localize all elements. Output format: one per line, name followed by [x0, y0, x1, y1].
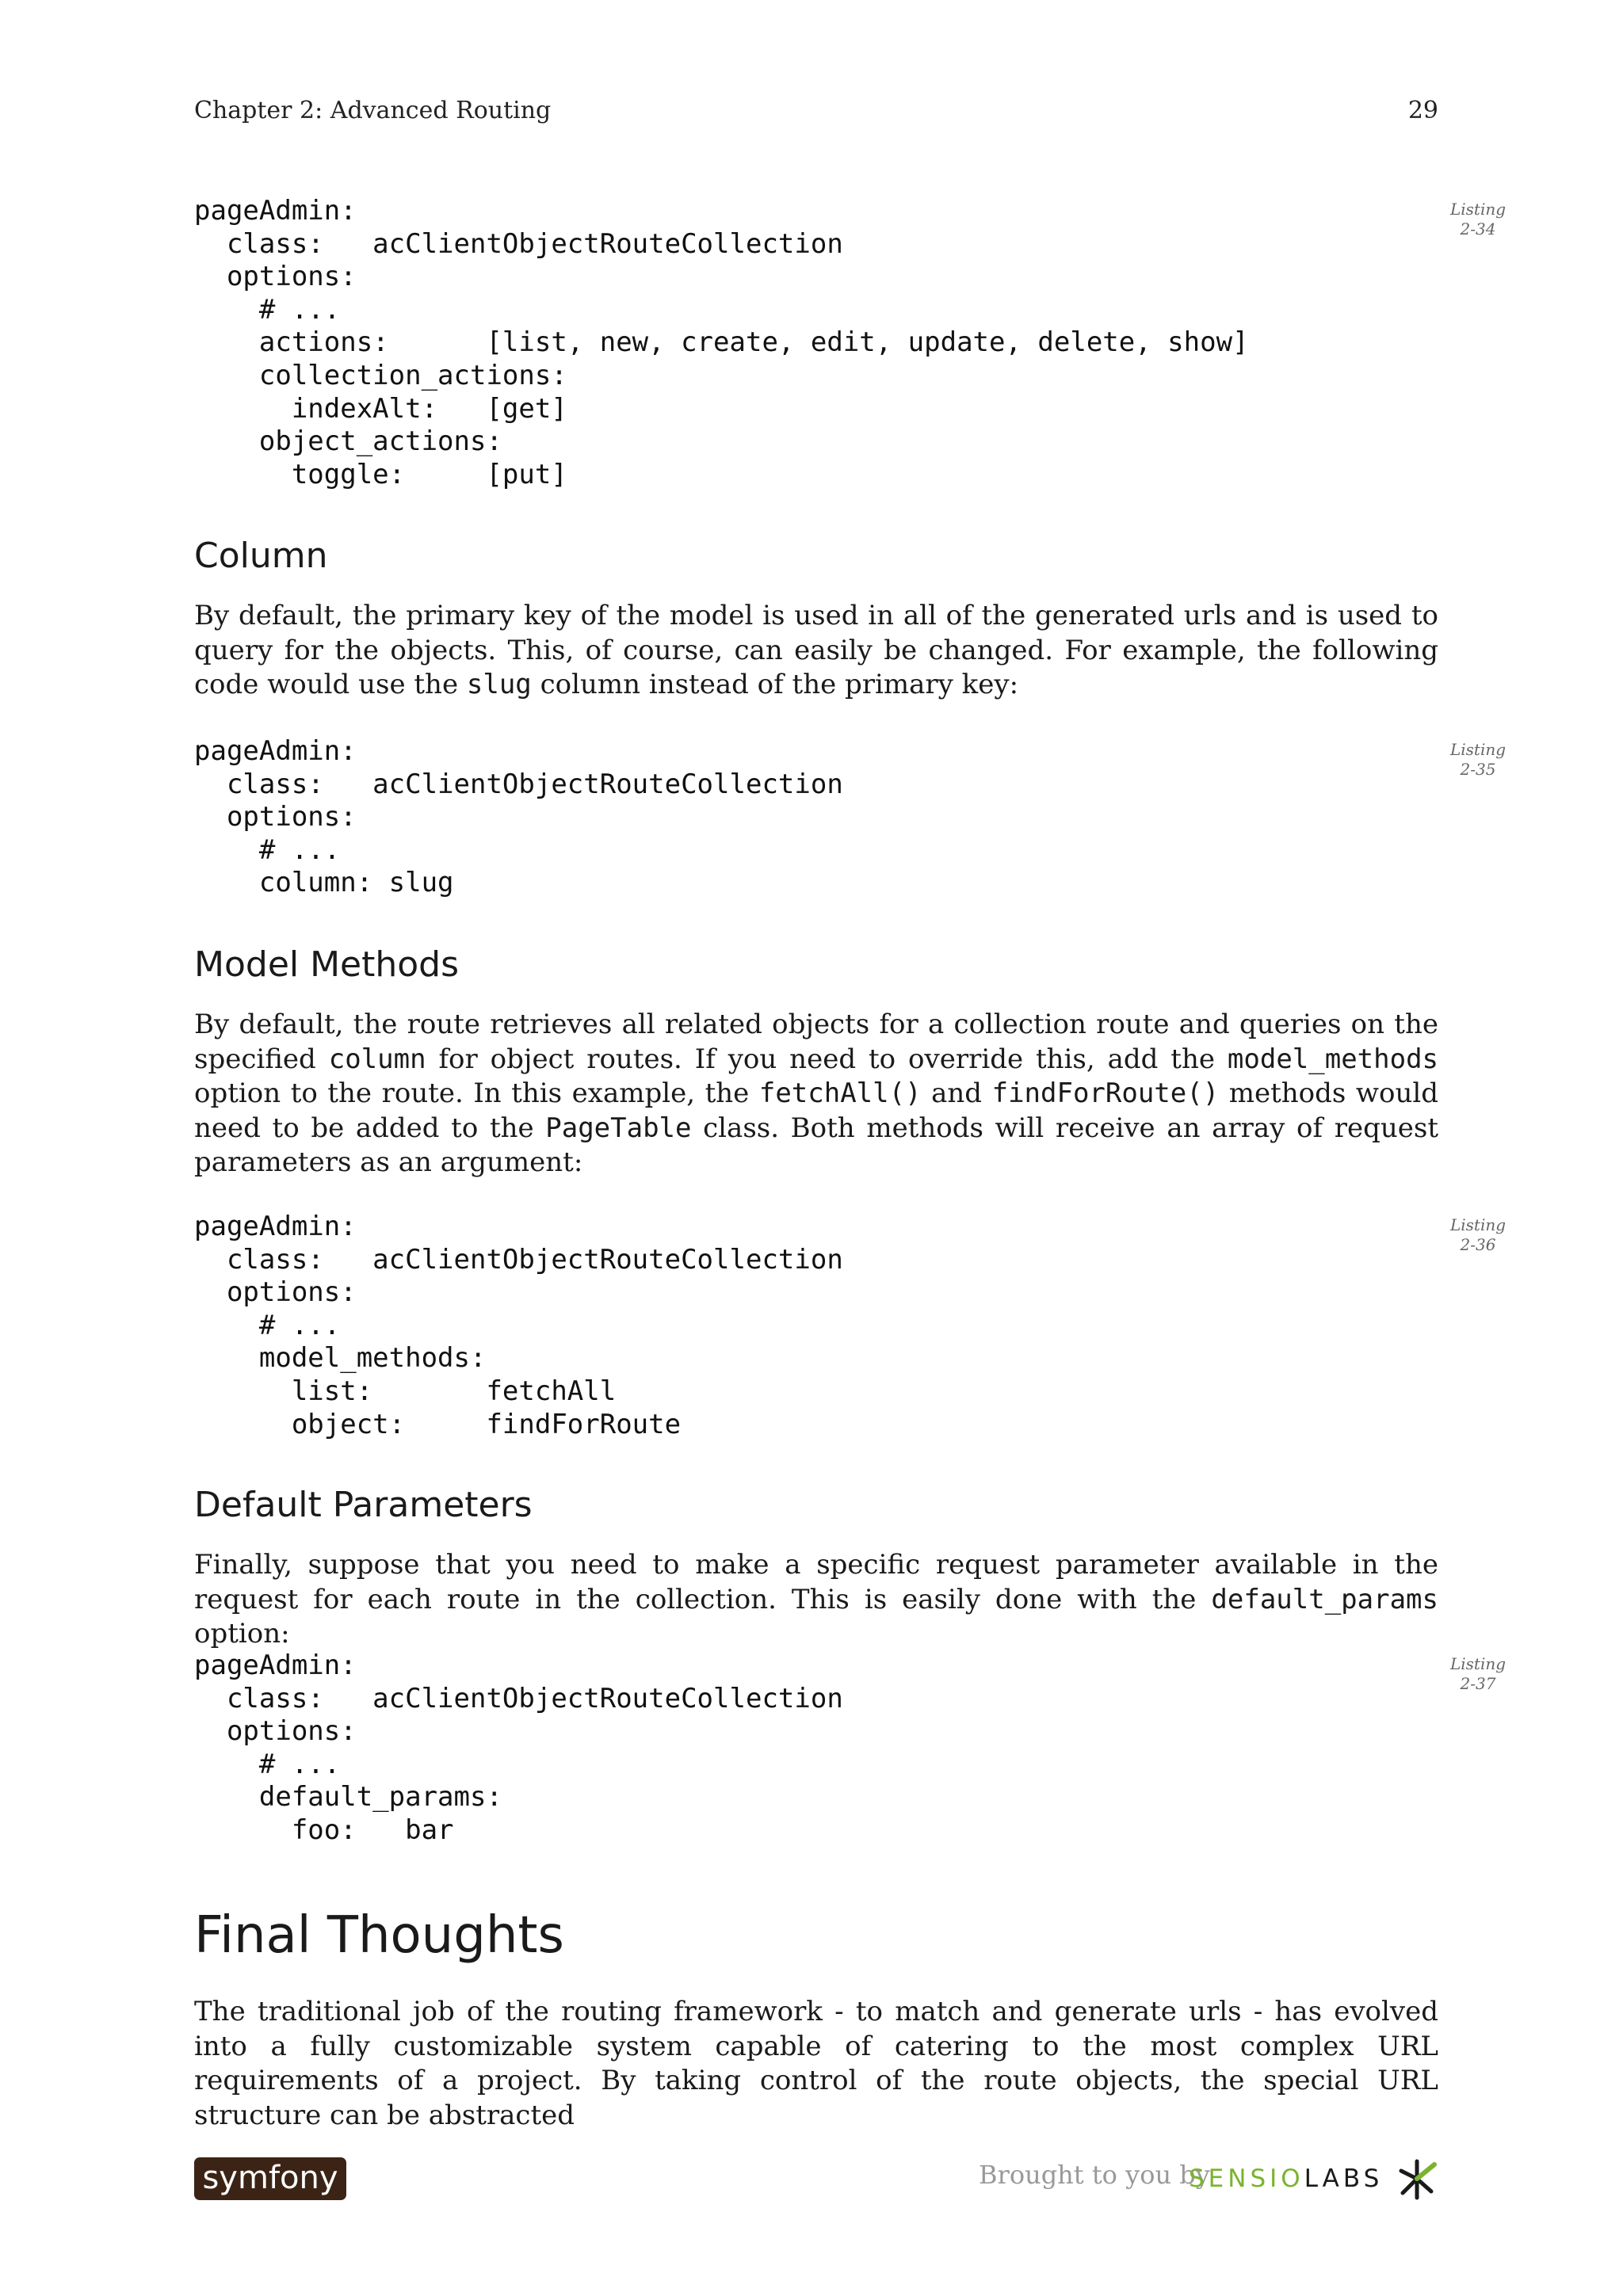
paragraph-default-parameters: [194, 1548, 1438, 1652]
listing-label: [1442, 740, 1514, 780]
text-run: and: [921, 1077, 992, 1109]
text-run: column instead of the primary key:: [531, 669, 1019, 700]
brought-to-you-text: Brought to you by: [979, 2160, 1210, 2190]
listing-word: Listing: [1449, 1654, 1507, 1673]
sensiolabs-star-icon: [1395, 2157, 1439, 2201]
running-header: [194, 97, 1438, 132]
inline-code: PageTable: [545, 1112, 692, 1144]
listing-number: 2-35: [1460, 760, 1496, 779]
listing-number: 2-37: [1460, 1674, 1496, 1693]
text-run: for object routes. If you need to override this, add the: [426, 1043, 1228, 1075]
inline-code: fetchAll(): [758, 1077, 922, 1109]
inline-code: model_methods: [1227, 1043, 1439, 1075]
labs-part: LABS: [1304, 2164, 1384, 2193]
listing-number: 2-34: [1460, 219, 1496, 238]
paragraph-final-thoughts: The traditional job of the routing framework - to match and generate urls - has evolved into a fully customizable system capable of catering to the most complex URL requirements of a project. By taking control of the route objects, the special URL structure can be abstracted: [194, 1996, 1438, 2131]
heading-final-thoughts: Final Thoughts: [194, 1906, 564, 1965]
heading-model-methods: Model Methods: [194, 944, 460, 985]
code-listing: pageAdmin: class: acClientObjectRouteCollection options: # ... model_methods: list: fetchAll object: findForRoute: [194, 1211, 843, 1440]
page-number: 29: [1407, 97, 1438, 124]
text-run: By default, the primary key of the model is used in all of the generated urls and is used to query for the objects. This, of course, can easily be changed. For example, the following code would use the: [194, 600, 1438, 700]
inline-code: findForRoute(): [991, 1077, 1220, 1109]
symfony-logo[interactable]: symfony: [194, 2157, 346, 2200]
paragraph-column: [194, 599, 1438, 703]
text-run: option to the route. In this example, the: [194, 1077, 759, 1109]
text-run: methods would need to be added to the: [194, 1077, 1438, 1144]
heading-column: Column: [194, 536, 328, 576]
listing-word: Listing: [1449, 200, 1507, 219]
listing-word: Listing: [1449, 740, 1507, 759]
listing-label: [1442, 1215, 1514, 1255]
code-listing: pageAdmin: class: acClientObjectRouteCollection options: # ... column: slug: [194, 735, 843, 899]
inline-code: default_params: [1211, 1583, 1438, 1615]
text-run: Finally, suppose that you need to make a specific request parameter available in the request for each route in the collection. This is easily done with the: [194, 1549, 1438, 1615]
listing-word: Listing: [1449, 1215, 1507, 1234]
sensiolabs-wordmark[interactable]: [1189, 2164, 1383, 2193]
inline-code: slug: [466, 669, 532, 700]
paragraph-model-methods: [194, 1008, 1438, 1180]
text-run: option:: [194, 1618, 290, 1650]
inline-code: column: [328, 1043, 426, 1075]
code-listing: pageAdmin: class: acClientObjectRouteCollection options: # ... default_params: foo: bar: [194, 1650, 843, 1846]
sensio-part: SENSIO: [1189, 2164, 1304, 2193]
heading-default-parameters: Default Parameters: [194, 1485, 533, 1525]
code-listing: pageAdmin: class: acClientObjectRouteCollection options: # ... actions: [list, new, create, edit, update, delete, show] collection_actions: indexAlt: [get] object_actions: toggle: [put]: [194, 195, 1249, 490]
listing-label: [1442, 1654, 1514, 1694]
text-run: By default, the route retrieves all related objects for a collection route and queries on the specified: [194, 1009, 1438, 1075]
listing-label: [1442, 200, 1514, 239]
listing-number: 2-36: [1460, 1235, 1496, 1254]
chapter-title: Chapter 2: Advanced Routing: [194, 97, 552, 124]
text-run: class. Both methods will receive an array of request parameters as an argument:: [194, 1112, 1438, 1178]
